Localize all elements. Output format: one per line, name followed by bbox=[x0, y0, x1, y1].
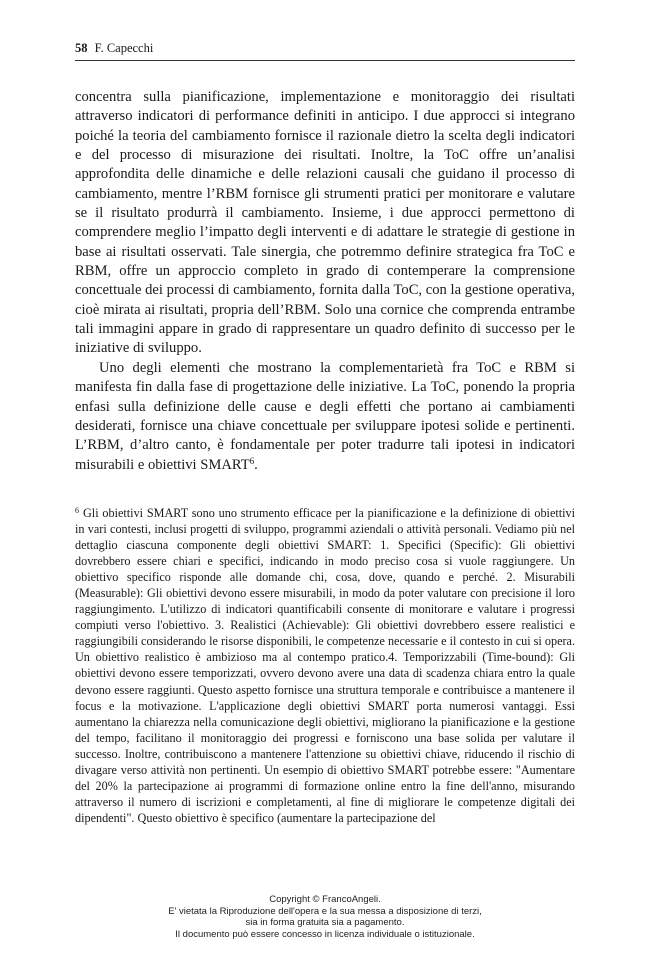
running-head-author: F. Capecchi bbox=[94, 41, 154, 55]
body-paragraph-1: concentra sulla pianificazione, implementazione e monitoraggio dei risultati attraverso indicatori di performance definiti in anticipo. I due approcci si integrano poiché la teoria del cambiamento fornisce il razionale dietro la scelta degli indicatori e del processo di misurazione dei risultati. Inoltre, la ToC offre un’analisi approfondita delle dinamiche e delle relazioni causali che guidano il processo di cambiamento, mentre l’RBM fornisce gli strumenti pratici per monitorare e valutare se il risultato produrrà il cambiamento. Insieme, i due approcci permettono di comprendere meglio l’impatto degli interventi e di adattare le strategie di gestione in base ai risultati osservati. Tale sinergia, che potremmo definire strategica fra ToC e RBM, offre un approccio completo in grado di contemperare la comprensione concettuale dei processi di cambiamento, fornita dalla ToC, con la gestione operativa, cioè mirata ai risultati, propria dell’RBM. Solo una cornice che comprenda entrambe tali immagini appare in grado di rappresentare un quadro definito di successo per le iniziative di sviluppo. bbox=[75, 89, 575, 357]
body-paragraph-2 bbox=[75, 359, 575, 475]
body-paragraph-2-end: . bbox=[254, 456, 258, 473]
page-number: 58 bbox=[75, 41, 88, 55]
copyright-line-1: Copyright © FrancoAngeli. bbox=[269, 894, 381, 905]
footnote-reference-6[interactable]: 6 bbox=[249, 455, 255, 466]
footnote-text: Gli obiettivi SMART sono uno strumento efficace per la pianificazione e la definizione di obiettivi in vari contesti, inclusi progetti di sviluppo, programmi aziendali o attività personali. Vediamo più nel dettaglio ciascuna componente degli obiettivi SMART: 1. Specifici (Specific): Gli obiettivi dovrebbero essere chiari e specifici, indicando in modo preciso cosa si vuole raggiungere. Un obiettivo specifico risponde alle domande chi, cosa, dove, quando e perché. 2. Misurabili (Measurable): Gli obiettivi devono essere misurabili, in modo da poter valutare con precisione il loro raggiungimento. L'utilizzo di indicatori quantificabili consente di monitorare e valutare i progressi compiuti verso l'obiettivo. 3. Realistici (Achievable): Gli obiettivi dovrebbero essere realistici e raggiungibili considerando le risorse disponibili, le competenze necessarie e il contesto in cui si opera. Un obiettivo realistico è ambizioso ma al contempo pratico.4. Temporizzabili (Time-bound): Gli obiettivi devono essere temporizzati, ovvero devono avere una data di scadenza chiara entro la quale devono essere raggiunti. Questo aspetto fornisce una struttura temporale e contribuisce a mantenere il focus e la motivazione. L'applicazione degli obiettivi SMART porta numerosi vantaggi. Essi aumentano la chiarezza nella comunicazione degli obiettivi, migliorano la pianificazione e la gestione del tempo, facilitano il monitoraggio dei progressi e forniscono una base solida per valutare il successo. Inoltre, contribuiscono a mantenere l'attenzione su obiettivi chiave, riducendo il rischio di divagare verso attività non pertinenti. Un esempio di obiettivo SMART potrebbe essere: "Aumentare del 20% la partecipazione ai programmi di formazione online entro la fine dell'anno, misurando attraverso il numero di iscrizioni e completamenti, al fine di migliorare le competenze digitali dei dipendenti". Questo obiettivo è specifico (aumentare la partecipazione del bbox=[75, 506, 575, 825]
copyright-notice bbox=[0, 894, 650, 940]
header-rule bbox=[75, 60, 575, 61]
copyright-line-2: E' vietata la Riproduzione dell'opera e la sua messa a disposizione di terzi, bbox=[168, 905, 482, 917]
main-text bbox=[75, 88, 575, 475]
footnote-marker: 6 bbox=[75, 506, 79, 515]
copyright-line-3: sia in forma gratuita sia a pagamento. bbox=[245, 917, 405, 929]
running-head bbox=[75, 40, 153, 56]
copyright-line-4: Il documento può essere concesso in licenza individuale o istituzionale. bbox=[175, 928, 475, 940]
footnote-6 bbox=[75, 505, 575, 826]
body-paragraph-2-text: Uno degli elementi che mostrano la complementarietà fra ToC e RBM si manifesta fin dalla fase di progettazione delle iniziative. La ToC, ponendo la propria enfasi sulla definizione delle cause e degli effetti che portano ai cambiamenti desiderati, fornisce una chiave concettuale per sviluppare ipotesi solide e pertinenti. L’RBM, d’altro canto, è fondamentale per poter tradurre tali ipotesi in indicatori misurabili e obiettivi SMART bbox=[75, 359, 575, 473]
